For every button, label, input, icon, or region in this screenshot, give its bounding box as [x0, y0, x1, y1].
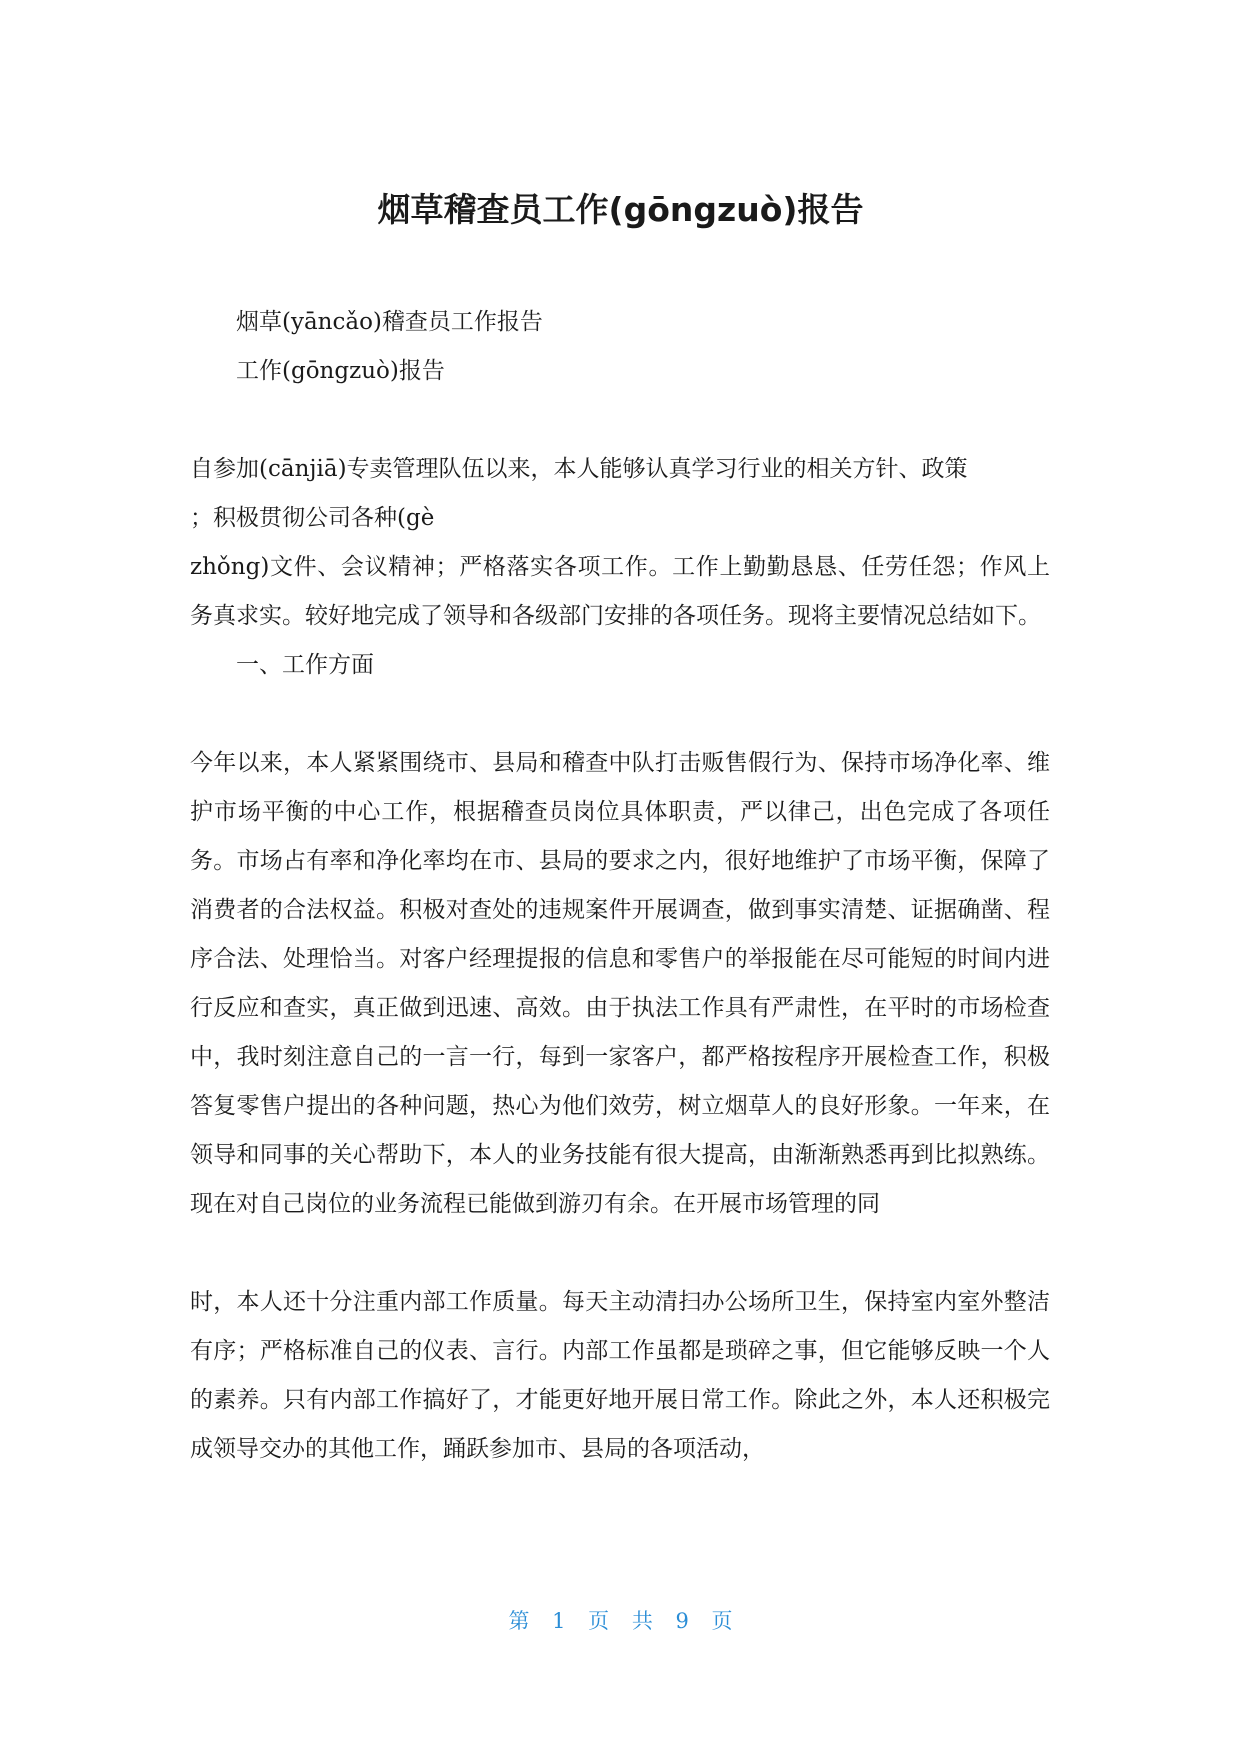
paragraph-3: 时，本人还十分注重内部工作质量。每天主动清扫办公场所卫生，保持室内室外整洁有序；严格标准自己的仪表、言行。内部工作虽都是琐碎之事，但它能够反映一个人的素养。只有内部工作搞好了，才能更好地开展日常工作。除此之外，本人还积极完成领导交办的其他工作，踊跃参加市、县局的各项活动， [190, 1289, 1050, 1462]
document-body [190, 298, 1050, 1474]
paragraph-gap [190, 690, 1050, 739]
page-number-footer: 第 1 页 共 9 页 [508, 1609, 733, 1633]
paragraph-gap [190, 396, 1050, 445]
paragraph-1-line-2: ；积极贯彻公司各种(gè [190, 505, 435, 531]
subtitle-line-1: 烟草(yāncǎo)稽查员工作报告 [236, 309, 543, 335]
paragraph-1-line-1: 自参加(cānjiā)专卖管理队伍以来，本人能够认真学习行业的相关方针、政策 [190, 456, 968, 482]
paragraph-1-line-3: zhǒng)文件、会议精神；严格落实各项工作。工作上勤勤恳恳、任劳任怨；作风上务真求实。较好地完成了领导和各级部门安排的各项任务。现将主要情况总结如下。 [190, 554, 1050, 629]
paragraph-2: 今年以来，本人紧紧围绕市、县局和稽查中队打击贩售假行为、保持市场净化率、维护市场平衡的中心工作，根据稽查员岗位具体职责，严以律己，出色完成了各项任务。市场占有率和净化率均在市、县局的要求之内，很好地维护了市场平衡，保障了消费者的合法权益。积极对查处的违规案件开展调查，做到事实清楚、证据确凿、程序合法、处理恰当。对客户经理提报的信息和零售户的举报能在尽可能短的时间内进行反应和查实，真正做到迅速、高效。由于执法工作具有严肃性，在平时的市场检查中，我时刻注意自己的一言一行，每到一家客户，都严格按程序开展检查工作，积极答复零售户提出的各种问题，热心为他们效劳，树立烟草人的良好形象。一年来，在领导和同事的关心帮助下，本人的业务技能有很大提高，由渐渐熟悉再到比拟熟练。现在对自己岗位的业务流程已能做到游刃有余。在开展市场管理的同 [190, 750, 1050, 1217]
section-heading-work: 一、工作方面 [236, 652, 374, 678]
paragraph-gap [190, 1229, 1050, 1278]
document-title: 烟草稽查员工作(gōngzuò)报告 [377, 190, 864, 229]
subtitle-line-2: 工作(gōngzuò)报告 [236, 358, 445, 384]
